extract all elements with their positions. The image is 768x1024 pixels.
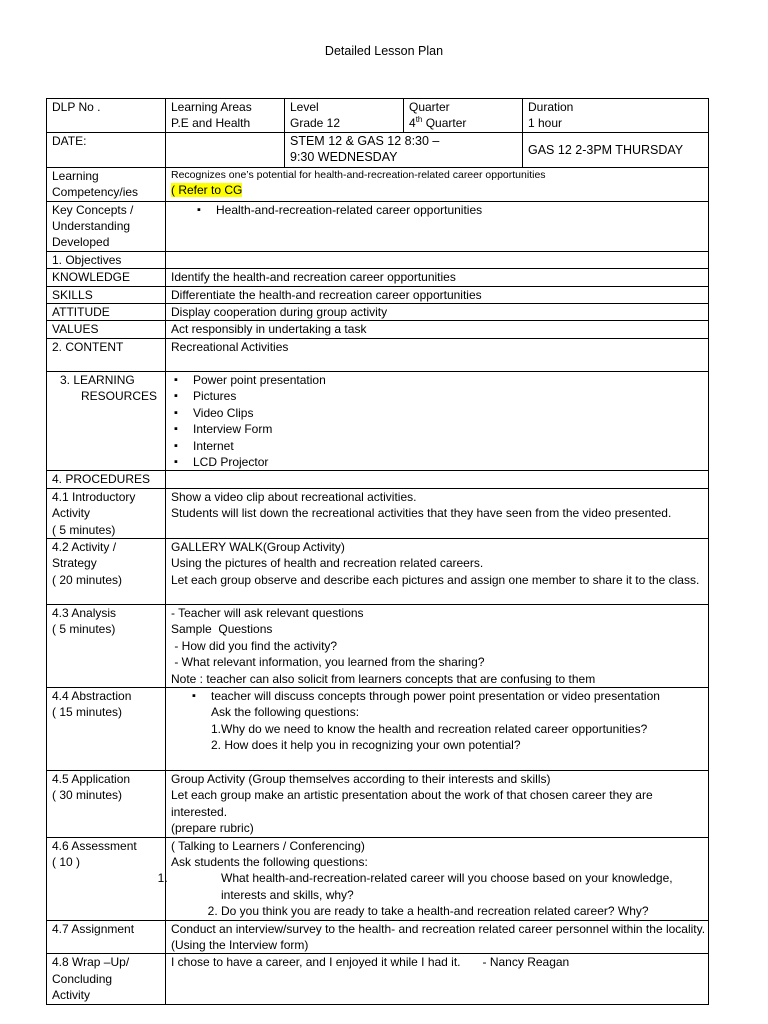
abstraction-label-1: 4.4 Abstraction [52,688,132,703]
wrapup-cell [166,954,709,1004]
skills-label: SKILLS [47,286,166,303]
application-cell [166,770,709,837]
wrapup-label-1: 4.8 Wrap –Up/ [52,955,130,970]
resource-item: ▪ LCD Projector [171,454,708,470]
introductory-line-1: Show a video clip about recreational activities. [171,489,417,504]
introductory-line-2: Students will list down the recreational activities that they have seen from the video presented. [171,506,672,521]
assessment-label-2: ( 10 ) [52,855,81,869]
competency-text: Recognizes one’s potential for health-and-recreation-related career opportunities [171,168,546,181]
activity-row [47,538,709,604]
procedures-label: 4. PROCEDURES [47,471,166,488]
procedures-empty-cell [166,471,709,488]
schedule-1-cell [285,132,523,167]
learning-areas-value: P.E and Health [171,116,251,131]
abstraction-cell [166,687,709,770]
attitude-row [47,304,709,321]
content-label: 2. CONTENT [47,338,166,371]
wrapup-label-2: Concluding [52,971,113,986]
activity-label-1: 4.2 Activity / [52,539,117,554]
assignment-text: Conduct an interview/survey to the health- and recreation related career personnel within the locality. (Using the Interview form) [166,920,709,954]
wrapup-author: - Nancy Reagan [482,955,570,970]
values-text: Act responsibly in undertaking a task [166,321,709,338]
procedures-row [47,471,709,488]
content-row [47,338,709,371]
resource-item: ▪ Internet [171,438,708,454]
introductory-cell [166,488,709,538]
values-label: VALUES [47,321,166,338]
assessment-label-1: 4.6 Assessment [52,838,137,853]
schedule-1-line1: STEM 12 & GAS 12 8:30 – [290,133,440,148]
activity-label-cell [47,538,166,604]
resources-label-2: RESOURCES [81,389,158,404]
assessment-question [171,870,708,903]
dlp-cell [47,99,166,133]
assessment-line-1: ( Talking to Learners / Conferencing) [171,838,365,853]
key-concepts-label-3: Developed [52,235,110,250]
competency-label-1: Learning [52,168,99,183]
analysis-line-3: - How did you find the activity? [171,638,338,653]
key-concept-item: ▪ Health-and-recreation-related career opportunities [194,202,708,218]
analysis-label-cell [47,604,166,687]
introductory-label-1: 4.1 Introductory [52,489,136,504]
key-concepts-label-1: Key Concepts / [52,202,134,217]
key-concepts-list [194,202,708,218]
application-line-2: Let each group make an artistic presentation about the work of that chosen career they are interested. [171,788,653,819]
wrapup-label-cell [47,954,166,1004]
assessment-questions [171,870,708,919]
level-cell [285,99,404,133]
resources-label-cell [47,371,166,470]
competency-row [47,167,709,201]
lesson-plan-table [46,98,709,1005]
quarter-value [409,115,522,131]
skills-text: Differentiate the health-and recreation career opportunities [166,286,709,303]
analysis-row [47,604,709,687]
analysis-label-1: 4.3 Analysis [52,605,117,620]
schedule-2-text: GAS 12 2-3PM THURSDAY [528,142,684,157]
assignment-row [47,920,709,954]
refer-to-cg-highlight: ( Refer to CG [171,182,243,197]
resource-item: ▪ Video Clips [171,405,708,421]
application-label-1: 4.5 Application [52,771,131,786]
duration-cell [523,99,709,133]
abstraction-row [47,687,709,770]
analysis-line-2: Sample Questions [171,622,273,637]
activity-cell [166,538,709,604]
introductory-label-cell [47,488,166,538]
wrapup-quote: I chose to have a career, and I enjoyed it while I had it. [171,955,461,970]
assessment-question-text: What health-and-recreation-related career will you choose based on your knowledge, interests and skills, why? [221,871,673,902]
attitude-label: ATTITUDE [47,304,166,321]
knowledge-row [47,269,709,286]
quarter-cell [404,99,523,133]
application-line-1: Group Activity (Group themselves according to their interests and skills) [171,771,551,786]
header-row [47,99,709,133]
quarter-label: Quarter [409,100,450,114]
resources-label-1: 3. LEARNING [60,372,135,387]
knowledge-text: Identify the health-and recreation career opportunities [166,269,709,286]
abstraction-item: ▪ teacher will discuss concepts through power point presentation or video presentation [189,688,708,704]
resource-item: ▪ Power point presentation [171,372,708,388]
wrapup-row [47,954,709,1004]
learning-areas-label: Learning Areas [171,100,252,114]
document-title: Detailed Lesson Plan [324,44,444,58]
activity-label-3: ( 20 minutes) [52,572,123,587]
duration-label: Duration [528,100,574,114]
analysis-cell [166,604,709,687]
assessment-question-text: Do you think you are ready to take a health-and recreation related career? Why? [221,904,649,919]
key-concepts-cell [166,201,709,251]
assessment-cell [166,837,709,920]
assessment-line-2: Ask students the following questions: [171,855,368,869]
assignment-label: 4.7 Assignment [47,920,166,954]
activity-line-2: Using the pictures of health and recreation related careers. [171,556,484,571]
schedule-2-cell [523,132,709,167]
introductory-label-3: ( 5 minutes) [52,522,116,537]
assessment-question [221,903,708,919]
date-row [47,132,709,167]
objectives-empty-cell [166,251,709,268]
level-value: Grade 12 [290,116,341,131]
activity-line-3: Let each group observe and describe each pictures and assign one member to share it to the class. [171,572,700,587]
date-label: DATE: [47,132,166,167]
quarter-suffix: th [415,115,423,125]
application-line-3: (prepare rubric) [171,821,254,836]
skills-row [47,286,709,303]
analysis-line-1: - Teacher will ask relevant questions [171,605,364,620]
key-concepts-row [47,201,709,251]
duration-value: 1 hour [528,116,563,131]
assessment-row [47,837,709,920]
dlp-label: DLP No . [52,100,101,114]
resources-row [47,371,709,470]
abstraction-list [189,688,708,704]
values-row [47,321,709,338]
schedule-1-line2: 9:30 WEDNESDAY [290,150,398,165]
abstraction-line-3: 2. How does it help you in recognizing your own potential? [211,738,521,753]
application-row [47,770,709,837]
key-concepts-label-cell [47,201,166,251]
abstraction-line-2: 1.Why do we need to know the health and recreation related career opportunities? [211,721,648,736]
attitude-text: Display cooperation during group activity [166,304,709,321]
assessment-label-cell [47,837,166,920]
objectives-row [47,251,709,268]
introductory-label-2: Activity [52,506,91,521]
resources-cell [166,371,709,470]
introductory-row [47,488,709,538]
analysis-line-4: - What relevant information, you learned from the sharing? [171,655,485,670]
competency-label-2: Competency/ies [52,185,139,200]
knowledge-label: KNOWLEDGE [47,269,166,286]
activity-label-2: Strategy [52,556,97,571]
competency-text-cell [166,167,709,201]
analysis-label-2: ( 5 minutes) [52,622,116,637]
key-concepts-label-2: Understanding [52,219,131,234]
application-label-cell [47,770,166,837]
abstraction-label-2: ( 15 minutes) [52,705,123,720]
resource-item: ▪ Interview Form [171,421,708,437]
content-text: Recreational Activities [166,338,709,371]
learning-areas-cell [166,99,285,133]
objectives-label: 1. Objectives [47,251,166,268]
competency-label-cell [47,167,166,201]
date-empty-cell [166,132,285,167]
abstraction-label-cell [47,687,166,770]
quarter-word: Quarter [425,116,467,131]
activity-line-1: GALLERY WALK(Group Activity) [171,539,345,554]
application-label-2: ( 30 minutes) [52,788,123,803]
abstraction-line-1: Ask the following questions: [211,705,360,720]
analysis-line-5: Note : teacher can also solicit from learners concepts that are confusing to them [171,671,596,686]
level-label: Level [290,100,319,114]
resource-item: ▪ Pictures [171,388,708,404]
resources-list [171,372,708,470]
wrapup-label-3: Activity [52,988,91,1003]
quarter-number: 4 [409,116,416,131]
